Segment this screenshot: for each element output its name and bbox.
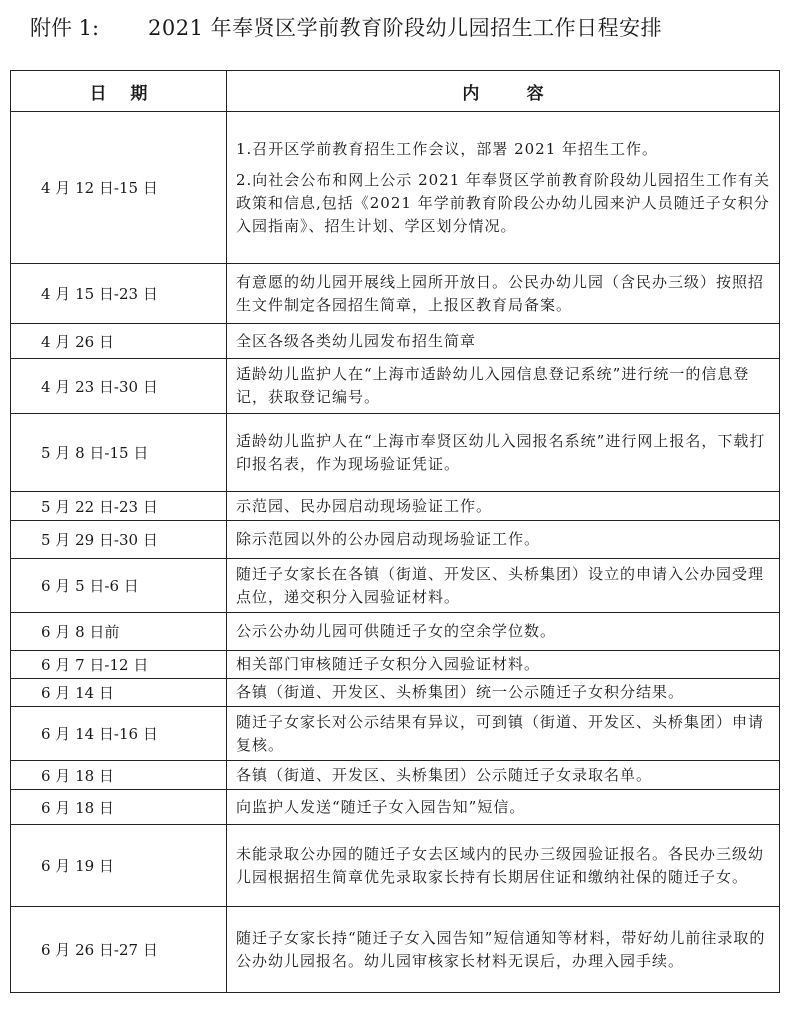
table-row — [11, 559, 780, 613]
row-date: 6 月 7 日-12 日 — [11, 651, 227, 679]
row-date: 6 月 19 日 — [11, 825, 227, 907]
row-date: 5 月 22 日-23 日 — [11, 492, 227, 521]
table-header-row — [11, 71, 780, 112]
column-header-content: 内 容 — [227, 71, 780, 112]
column-header-date: 日 期 — [11, 71, 227, 112]
row-content: 随迁子女家长在各镇（街道、开发区、头桥集团）设立的申请入公办园受理点位，递交积分入园验证材料。 — [227, 559, 780, 613]
row-date: 6 月 8 日前 — [11, 613, 227, 651]
row-content: 有意愿的幼儿园开展线上园所开放日。公民办幼儿园（含民办三级）按照招生文件制定各园招生简章，上报区教育局备案。 — [227, 264, 780, 324]
row-content: 除示范园以外的公办园启动现场验证工作。 — [227, 521, 780, 559]
row-content: 适龄幼儿监护人在“上海市奉贤区幼儿入园报名系统”进行网上报名，下载打印报名表，作为现场验证凭证。 — [227, 414, 780, 492]
row-date: 5 月 8 日-15 日 — [11, 414, 227, 492]
row-date: 4 月 26 日 — [11, 324, 227, 359]
document-title — [30, 12, 780, 44]
table-row — [11, 324, 780, 359]
row-content: 示范园、民办园启动现场验证工作。 — [227, 492, 780, 521]
row-content: 相关部门审核随迁子女积分入园验证材料。 — [227, 651, 780, 679]
content-paragraph: 1.召开区学前教育招生工作会议，部署 2021 年招生工作。 — [236, 139, 659, 158]
table-row — [11, 613, 780, 651]
row-date: 6 月 26 日-27 日 — [11, 907, 227, 993]
table-row — [11, 679, 780, 707]
row-date: 6 月 14 日-16 日 — [11, 707, 227, 761]
table-row — [11, 825, 780, 907]
table-row — [11, 907, 780, 993]
schedule-table — [10, 70, 780, 993]
row-date: 4 月 23 日-30 日 — [11, 359, 227, 414]
row-content: 公示公办幼儿园可供随迁子女的空余学位数。 — [227, 613, 780, 651]
row-content: 各镇（街道、开发区、头桥集团）统一公示随迁子女积分结果。 — [227, 679, 780, 707]
row-date: 6 月 5 日-6 日 — [11, 559, 227, 613]
row-date: 6 月 18 日 — [11, 790, 227, 825]
row-content: 随迁子女家长对公示结果有异议，可到镇（街道、开发区、头桥集团）申请复核。 — [227, 707, 780, 761]
table-row — [11, 761, 780, 790]
table-row — [11, 790, 780, 825]
table-row — [11, 707, 780, 761]
table-row — [11, 359, 780, 414]
table-row — [11, 112, 780, 264]
table-row — [11, 264, 780, 324]
table-row — [11, 414, 780, 492]
row-content: 全区各级各类幼儿园发布招生简章 — [227, 324, 780, 359]
row-date: 6 月 14 日 — [11, 679, 227, 707]
row-date: 4 月 15 日-23 日 — [11, 264, 227, 324]
row-content: 随迁子女家长持“随迁子女入园告知”短信通知等材料，带好幼儿前往录取的公办幼儿园报名。幼儿园审核家长材料无误后，办理入园手续。 — [227, 907, 780, 993]
row-date: 4 月 12 日-15 日 — [11, 112, 227, 264]
attachment-label: 附件 1: — [30, 16, 100, 40]
table-row — [11, 521, 780, 559]
row-content: 向监护人发送“随迁子女入园告知”短信。 — [227, 790, 780, 825]
table-row — [11, 492, 780, 521]
row-date: 6 月 18 日 — [11, 761, 227, 790]
row-content: 未能录取公办园的随迁子女去区域内的民办三级园验证报名。各民办三级幼儿园根据招生简章优先录取家长持有长期居住证和缴纳社保的随迁子女。 — [227, 825, 780, 907]
page-title: 2021 年奉贤区学前教育阶段幼儿园招生工作日程安排 — [148, 16, 663, 40]
row-content — [227, 112, 780, 264]
row-date: 5 月 29 日-30 日 — [11, 521, 227, 559]
table-row — [11, 651, 780, 679]
row-content: 适龄幼儿监护人在“上海市适龄幼儿入园信息登记系统”进行统一的信息登记，获取登记编号。 — [227, 359, 780, 414]
row-content: 各镇（街道、开发区、头桥集团）公示随迁子女录取名单。 — [227, 761, 780, 790]
content-paragraph: 2.向社会公布和网上公示 2021 年奉贤区学前教育阶段幼儿园招生工作有关政策和信息,包括《2021 年学前教育阶段公办幼儿园来沪人员随迁子女积分入园指南》、招生计划、学区划分情况。 — [236, 170, 771, 235]
